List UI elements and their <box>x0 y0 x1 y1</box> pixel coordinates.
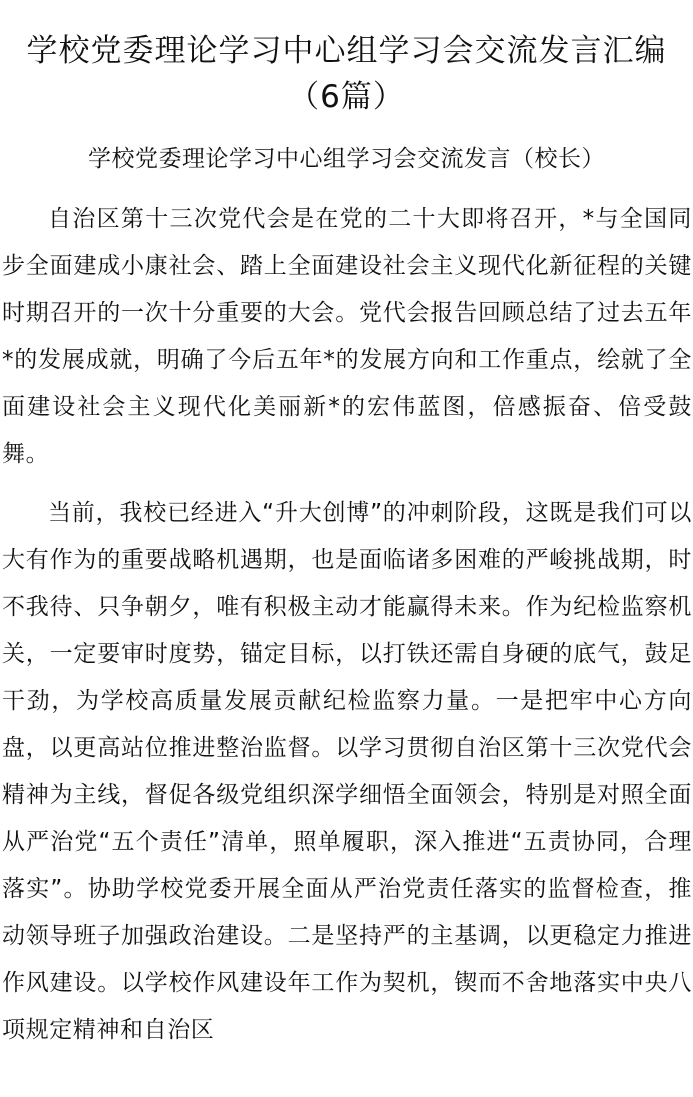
paragraph-2: 当前，我校已经进入“升大创博”的冲刺阶段，这既是我们可以大有作为的重要战略机遇期，也是面临诸多困难的严峻挑战期，时不我待、只争朝夕，唯有积极主动才能赢得未来。作为纪检监察机关，一定要审时度势，锚定目标，以打铁还需自身硬的底气，鼓足干劲，为学校高质量发展贡献纪检监察力量。一是把牢中心方向盘，以更高站位推进整治监督。以学习贯彻自治区第十三次党代会精神为主线，督促各级党组织深学细悟全面领会，特别是对照全面从严治党“五个责任”清单，照单履职，深入推进“五责协同，合理落实”。协助学校党委开展全面从严治党责任落实的监督检查，推动领导班子加强政治建设。二是坚持严的主基调，以更稳定力推进作风建设。以学校作风建设年工作为契机，锲而不舍地落实中央八项规定精神和自治区 <box>2 500 692 1043</box>
paragraph-1: 自治区第十三次党代会是在党的二十大即将召开，*与全国同步全面建成小康社会、踏上全面建设社会主义现代化新征程的关键时期召开的一次十分重要的大会。党代会报告回顾总结了过去五年*的发展成就，明确了今后五年*的发展方向和工作重点，绘就了全面建设社会主义现代化美丽新*的宏伟蓝图，倍感振奋、倍受鼓舞。 <box>2 206 692 467</box>
document-title: 学校党委理论学习中心组学习会交流发言汇编（6篇） <box>26 33 667 115</box>
document-subtitle: 学校党委理论学习中心组学习会交流发言（校长） <box>88 146 605 172</box>
